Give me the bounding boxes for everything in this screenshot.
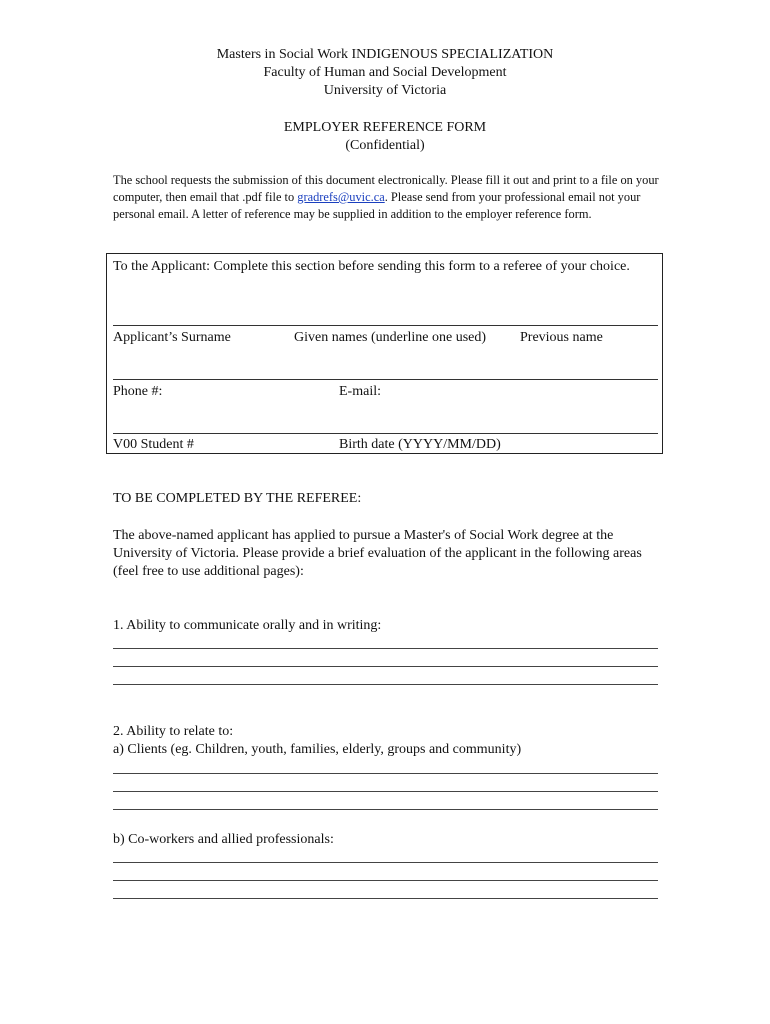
question-1-label: 1. Ability to communicate orally and in writing: (113, 618, 382, 633)
university-name: University of Victoria (323, 83, 447, 98)
answer-line[interactable] (113, 809, 658, 810)
answer-line[interactable] (113, 880, 658, 881)
answer-line[interactable] (113, 773, 658, 774)
answer-line[interactable] (113, 862, 658, 863)
question-2-label: 2. Ability to relate to: (113, 724, 234, 739)
instructions-text-start: The school requests the submission of this document electronically. Please fill it out and print to a file on your computer, then email that .pdf file to (113, 173, 659, 204)
student-number-label: V00 Student # (113, 437, 194, 452)
instructions-text-end: . Please send from your professional email not your personal email. A letter of reference may be supplied in addition to the employer reference form. (113, 190, 641, 221)
referee-intro: The above-named applicant has applied to pursue a Master's of Social Work degree at the University of Victoria. Please provide a brief evaluation of the applicant in the following areas (feel free to use additional pages): (113, 528, 642, 579)
answer-line[interactable] (113, 666, 658, 667)
answer-line[interactable] (113, 684, 658, 685)
answer-line[interactable] (113, 898, 658, 899)
answer-line[interactable] (113, 648, 658, 649)
student-row-line[interactable] (113, 433, 658, 434)
given-names-label: Given names (underline one used) (294, 330, 487, 345)
question-2a-label: a) Clients (eg. Children, youth, families, elderly, groups and community) (113, 742, 522, 757)
previous-name-label: Previous name (520, 330, 603, 345)
form-title-block (0, 119, 770, 155)
email-link[interactable]: gradrefs@uvic.ca (297, 190, 385, 204)
program-title: Masters in Social Work INDIGENOUS SPECIALIZATION (216, 47, 554, 62)
answer-line[interactable] (113, 791, 658, 792)
phone-label: Phone #: (113, 384, 163, 399)
surname-label: Applicant’s Surname (113, 330, 231, 345)
surname-row-line[interactable] (113, 325, 658, 326)
birth-date-label: Birth date (YYYY/MM/DD) (339, 437, 501, 452)
phone-row-line[interactable] (113, 379, 658, 380)
email-label: E-mail: (339, 384, 381, 399)
form-subtitle: (Confidential) (345, 138, 425, 153)
referee-heading: TO BE COMPLETED BY THE REFEREE: (113, 491, 362, 506)
applicant-section (106, 253, 663, 454)
applicant-instructions: To the Applicant: Complete this section before sending this form to a referee of your choice. (113, 259, 630, 274)
question-2b-label: b) Co-workers and allied professionals: (113, 832, 334, 847)
form-title: EMPLOYER REFERENCE FORM (283, 120, 487, 135)
document-header (0, 46, 770, 100)
faculty-name: Faculty of Human and Social Development (263, 65, 507, 80)
instructions-paragraph (113, 172, 661, 223)
